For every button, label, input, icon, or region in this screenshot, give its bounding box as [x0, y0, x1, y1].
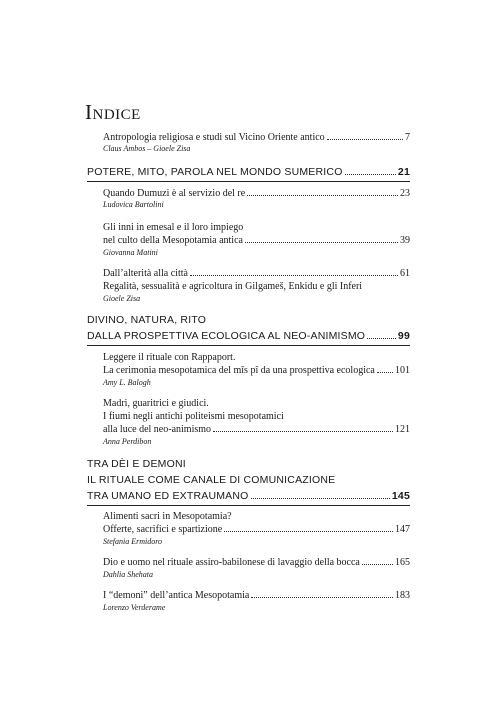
leader-dots [213, 430, 393, 432]
leader-dots [377, 371, 393, 373]
entry-page: 61 [400, 268, 410, 279]
entry-author: Giovanna Matini [103, 248, 158, 257]
entry-author: Dahlia Shehata [103, 570, 153, 579]
entry-author: Amy L. Balogh [103, 378, 151, 387]
toc-entry[interactable] [103, 365, 410, 377]
section-title: POTERE, MITO, PAROLA NEL MONDO SUMERICO [87, 166, 343, 178]
entry-subtitle: Regalità, sessualità e agricoltura in Gilgameš, Enkidu e gli Inferi [103, 281, 363, 292]
entry-page: 101 [395, 365, 410, 376]
leader-dots [362, 563, 393, 565]
toc-entry[interactable] [103, 268, 410, 280]
entry-text-line: Leggere il rituale con Rappaport. [103, 352, 236, 363]
entry-page: 121 [395, 424, 410, 435]
entry-text-line: I fiumi negli antichi politeismi mesopotamici [103, 411, 284, 422]
leader-dots [367, 337, 396, 339]
entry-text-line: Gli inni in emesal e il loro impiego [103, 222, 244, 233]
entry-author: Lorenzo Verderame [103, 603, 166, 612]
section-heading-2[interactable] [87, 330, 410, 343]
section-rule [87, 181, 410, 182]
entry-text: alla luce del neo-animismo [103, 424, 212, 435]
entry-text: Quando Dumuzi è al servizio del re [103, 188, 246, 199]
entry-text: Antropologia religiosa e studi sul Vicino Oriente antico [103, 132, 325, 143]
entry-text: Dio e uomo nel rituale assiro-babilonese di lavaggio della bocca [103, 557, 360, 568]
entry-text: Dall’alterità alla città [103, 268, 188, 279]
leader-dots [327, 138, 403, 140]
section-heading-3[interactable] [87, 490, 410, 503]
entry-page: 183 [395, 590, 410, 601]
toc-entry-intro[interactable] [103, 132, 410, 144]
toc-entry[interactable] [103, 524, 410, 536]
toc-entry[interactable] [103, 188, 410, 200]
entry-page: 23 [400, 188, 410, 199]
section-heading-3-line2: IL RITUALE COME CANALE DI COMUNICAZIONE [87, 474, 336, 486]
section-title: DALLA PROSPETTIVA ECOLOGICA AL NEO-ANIMISMO [87, 330, 366, 342]
section-page: 145 [391, 490, 410, 502]
section-heading-1[interactable] [87, 166, 410, 179]
entry-page: 165 [395, 557, 410, 568]
entry-author: Stefania Ermidoro [103, 537, 163, 546]
entry-text: La cerimonia mesopotamica del mīs pî da una prospettiva ecologica [103, 365, 375, 376]
section-rule [87, 345, 410, 346]
entry-text-line: Madri, guaritrici e giudici. [103, 398, 209, 409]
toc-entry[interactable] [103, 424, 410, 436]
toc-entry[interactable] [103, 557, 410, 569]
entry-text: Offerte, sacrifici e spartizione [103, 524, 223, 535]
entry-page: 39 [400, 235, 410, 246]
leader-dots [251, 596, 393, 598]
entry-author: Ludovica Bartolini [103, 200, 164, 209]
entry-page: 147 [395, 524, 410, 535]
leader-dots [245, 241, 398, 243]
section-title: TRA UMANO ED EXTRAUMANO [87, 490, 249, 502]
section-heading-2-line1: DIVINO, NATURA, RITO [87, 314, 207, 326]
section-page: 21 [397, 166, 410, 178]
entry-text: nel culto della Mesopotamia antica [103, 235, 243, 246]
section-heading-3-line1: TRA DÈI E DEMONI [87, 458, 186, 470]
leader-dots [345, 173, 396, 175]
entry-text-line: Alimenti sacri in Mesopotamia? [103, 511, 232, 522]
section-page: 99 [397, 330, 410, 342]
entry-author: Anna Perdibon [103, 437, 152, 446]
section-rule [87, 505, 410, 506]
entry-text: I “demoni” dell’antica Mesopotamia [103, 590, 250, 601]
entry-page: 7 [405, 132, 410, 143]
entry-author: Claus Ambos – Gioele Zisa [103, 144, 191, 153]
leader-dots [190, 274, 398, 276]
entry-author: Gioele Zisa [103, 294, 141, 303]
page-title: Indice [85, 100, 141, 124]
leader-dots [247, 194, 398, 196]
leader-dots [224, 530, 393, 532]
leader-dots [251, 497, 390, 499]
toc-entry[interactable] [103, 235, 410, 247]
toc-entry[interactable] [103, 590, 410, 602]
